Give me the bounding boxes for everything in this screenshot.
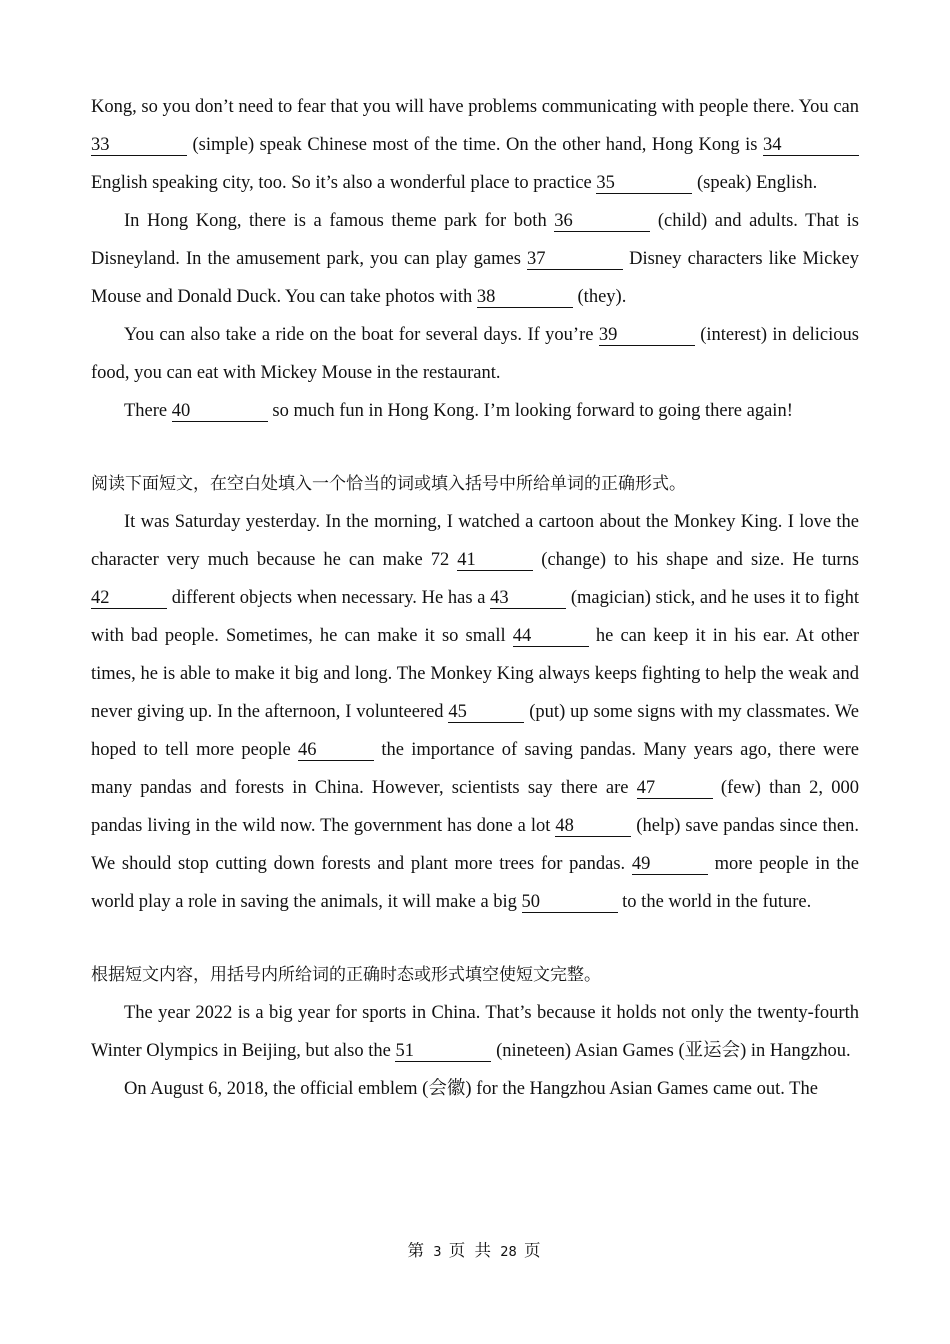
paragraph <box>91 994 859 1070</box>
paragraph <box>91 202 859 316</box>
text: (magician) stick, and he uses it to fight with bad people. Sometimes, he can make it so small <box>91 588 859 646</box>
text: different objects when necessary. He has a <box>167 588 491 608</box>
text: to the world in the future. <box>617 892 812 912</box>
blank-36: 36 <box>554 211 650 232</box>
footer-text: 页 共 <box>441 1241 501 1260</box>
text: (they). <box>572 287 627 307</box>
text: (child) and adults. That is Disneyland. In the amusement park, you can play games <box>91 211 860 269</box>
blank-40: 40 <box>172 401 268 422</box>
blank-39: 39 <box>599 325 695 346</box>
paragraph <box>91 1070 859 1108</box>
text: he can keep it in his ear. At other times, he is able to make it big and long. The Monkey King always keeps fighting to help the weak and never giving up. In the afternoon, I volunteered <box>91 626 859 722</box>
text: (nineteen) Asian Games (亚运会) in Hangzhou. <box>491 1041 851 1061</box>
blank-49: 49 <box>632 854 708 875</box>
blank-46: 46 <box>298 740 374 761</box>
paragraph <box>91 316 859 392</box>
blank-43: 43 <box>490 588 566 609</box>
blank-47: 47 <box>637 778 713 799</box>
paragraph <box>91 88 859 202</box>
text: In Hong Kong, there is a famous theme park for both <box>124 211 555 231</box>
document-page <box>91 88 859 1108</box>
text: The year 2022 is a big year for sports in China. That’s because it holds not only the twenty-fourth Winter Olympics in Beijing, but also the <box>91 1003 859 1061</box>
section-instruction: 根据短文内容，用括号内所给词的正确时态或形式填空使短文完整。 <box>91 965 601 985</box>
text: There <box>124 401 172 421</box>
text: Kong, so you don’t need to fear that you will have problems communicating with people there. You can <box>91 97 859 117</box>
paragraph <box>91 503 859 921</box>
blank-37: 37 <box>527 249 623 270</box>
blank-38: 38 <box>477 287 573 308</box>
text: (change) to his shape and size. He turns <box>533 550 859 570</box>
page-number: 3 <box>433 1245 442 1260</box>
text: It was Saturday yesterday. In the morning, I watched a cartoon about the Monkey King. I love the character very much because he can make 72 <box>91 512 859 570</box>
text: more people in the world play a role in saving the animals, it will make a big <box>91 854 859 912</box>
text: (speak) English. <box>692 173 818 193</box>
text: the importance of saving pandas. Many years ago, there were many pandas and forests in China. However, scientists say there are <box>91 740 859 798</box>
text: You can also take a ride on the boat for several days. If you’re <box>124 325 599 345</box>
text: (help) save pandas since then. We should stop cutting down forests and plant more trees for pandas. <box>91 816 860 874</box>
paragraph <box>91 392 859 430</box>
blank-45: 45 <box>448 702 524 723</box>
text: On August 6, 2018, the official emblem (会徽) for the Hangzhou Asian Games came out. The <box>124 1079 818 1099</box>
blank-44: 44 <box>513 626 589 647</box>
footer-text: 第 <box>407 1241 434 1260</box>
blank-50: 50 <box>522 892 618 913</box>
text: (few) than 2, 000 pandas living in the wild now. The government has done a lot <box>91 778 860 836</box>
blank-41: 41 <box>457 550 533 571</box>
text: Disney characters like Mickey Mouse and Donald Duck. You can take photos with <box>91 249 859 307</box>
spacer <box>91 430 859 465</box>
blank-48: 48 <box>555 816 631 837</box>
total-pages: 28 <box>500 1245 517 1260</box>
text: English speaking city, too. So it’s also a wonderful place to practice <box>91 173 597 193</box>
footer-text: 页 <box>516 1241 543 1260</box>
text: (simple) speak Chinese most of the time. On the other hand, Hong Kong is <box>187 135 763 155</box>
text: so much fun in Hong Kong. I’m looking forward to going there again! <box>267 401 793 421</box>
text: (put) up some signs with my classmates. We hoped to tell more people <box>91 702 859 760</box>
spacer <box>91 921 859 956</box>
page-footer <box>0 1236 950 1268</box>
section-instruction: 阅读下面短文，在空白处填入一个恰当的词或填入括号中所给单词的正确形式。 <box>91 474 686 494</box>
text: (interest) in delicious food, you can eat with Mickey Mouse in the restaurant. <box>91 325 859 383</box>
blank-35: 35 <box>596 173 692 194</box>
blank-34: 34 <box>763 135 859 156</box>
blank-51: 51 <box>395 1041 491 1062</box>
blank-33: 33 <box>91 135 187 156</box>
blank-42: 42 <box>91 588 167 609</box>
